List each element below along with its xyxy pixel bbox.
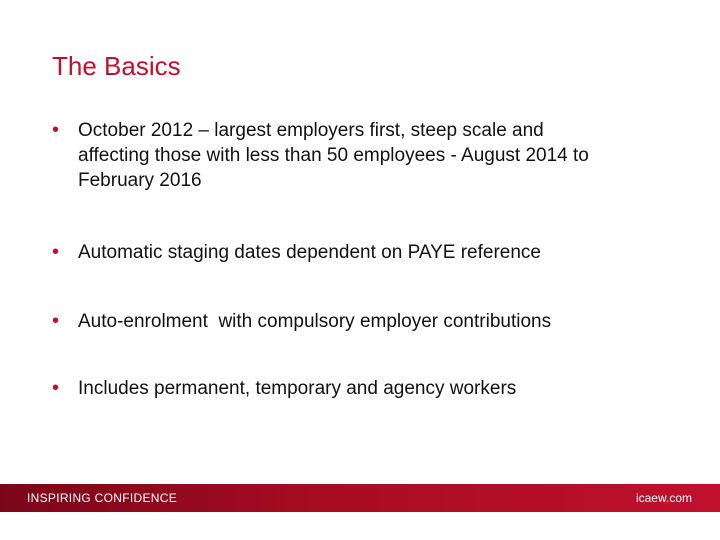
bullet-text: Automatic staging dates dependent on PAYE reference	[78, 242, 541, 263]
bullet-text: Includes permanent, temporary and agency workers	[78, 378, 517, 399]
bullet-marker: •	[52, 241, 60, 263]
bullet-text: Auto-enrolment with compulsory employer contributions	[78, 311, 552, 332]
bullet-item	[52, 118, 692, 193]
footer-url: icaew.com	[635, 491, 692, 505]
bullet-item	[52, 240, 692, 265]
bullet-item	[52, 376, 692, 401]
bullet-text: October 2012 – largest employers first, steep scale and affecting those with less than 50 employees - August 2014 to February 2016	[78, 120, 589, 191]
footer-tagline: INSPIRING CONFIDENCE	[27, 491, 178, 505]
slide-title: The Basics	[52, 51, 181, 81]
bullet-item	[52, 309, 692, 334]
footer-bar	[0, 484, 720, 512]
bullet-marker: •	[52, 119, 60, 141]
bullet-marker: •	[52, 377, 60, 399]
bullet-marker: •	[52, 310, 60, 332]
